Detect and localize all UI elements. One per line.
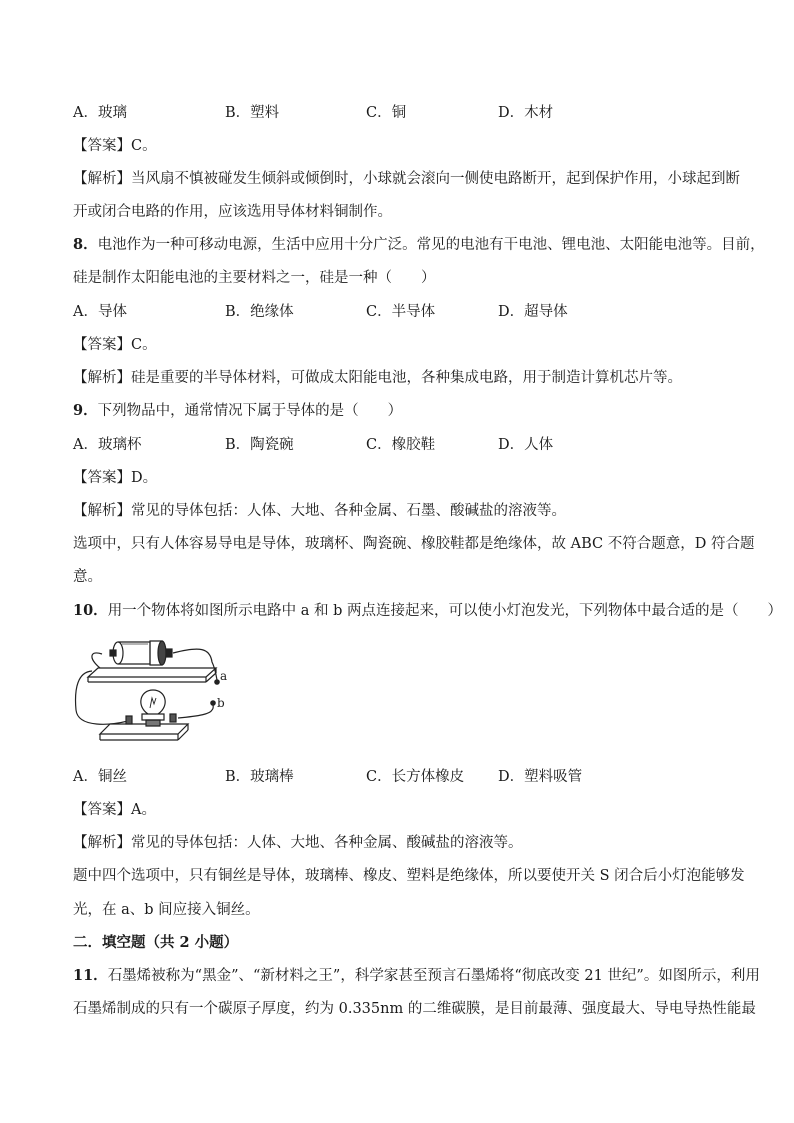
q9-stem-line-1 <box>73 401 402 421</box>
q7-option-b: B．塑料 <box>225 105 280 121</box>
circuit-figure <box>70 628 240 756</box>
q8-number: 8． <box>73 236 98 253</box>
q11-number: 11． <box>73 967 108 984</box>
label-b: b <box>217 696 225 710</box>
q8-option-d: D．超导体 <box>498 304 568 320</box>
q7-answer: 【答案】C。 <box>73 138 157 154</box>
battery-base <box>88 668 216 677</box>
q7-analysis-line-1: 【解析】当风扇不慎被碰发生倾斜或倾倒时，小球就会滚向一侧使电路断开，起到保护作用，小球起到断 <box>73 171 740 187</box>
q7-option-a: A．玻璃 <box>73 105 127 121</box>
q10-option-a: A．铜丝 <box>73 769 127 785</box>
q7-option-d: D．木材 <box>498 105 554 121</box>
q9-analysis-line-2: 选项中，只有人体容易导电是导体，玻璃杯、陶瓷碗、橡胶鞋都是绝缘体，故 ABC 不符合题意，D 符合题 <box>73 536 755 552</box>
q11-stem-line-2: 石墨烯制成的只有一个碳原子厚度，约为 0.335nm 的二维碳膜，是目前最薄、强度最大、导电导热性能最 <box>73 1001 756 1017</box>
q8-answer: 【答案】C。 <box>73 337 157 353</box>
q8-option-c: C．半导体 <box>366 304 436 320</box>
q9-number: 9． <box>73 402 98 419</box>
q11-stem-text-1: 石墨烯被称为“黑金”、“新材料之王”，科学家甚至预言石墨烯将“彻底改变 21 世纪”。如图所示，利用 <box>107 968 760 984</box>
q9-stem-text-1: 下列物品中，通常情况下属于导体的是（ ） <box>97 403 403 419</box>
q10-option-c: C．长方体橡皮 <box>366 769 465 785</box>
q8-stem-line-2: 硅是制作太阳能电池的主要材料之一，硅是一种（ ） <box>73 270 436 286</box>
q10-answer: 【答案】A。 <box>73 802 156 818</box>
q10-option-b: B．玻璃棒 <box>225 769 294 785</box>
label-a: a <box>220 669 228 683</box>
q9-option-d: D．人体 <box>498 437 554 453</box>
q8-analysis-line-1: 【解析】硅是重要的半导体材料，可做成太阳能电池，各种集成电路，用于制造计算机芯片等。 <box>73 370 682 386</box>
q10-number: 10． <box>73 602 108 619</box>
wire-to-b <box>178 704 213 718</box>
battery-icon <box>110 641 172 665</box>
q9-answer: 【答案】D。 <box>73 470 158 486</box>
q9-option-a: A．玻璃杯 <box>73 437 142 453</box>
q10-option-d: D．塑料吸管 <box>498 769 583 785</box>
q8-option-b: B．绝缘体 <box>225 304 294 320</box>
q10-analysis-line-2: 题中四个选项中，只有铜丝是导体，玻璃棒、橡皮、塑料是绝缘体，所以要使开关 S 闭合后小灯泡能够发 <box>73 868 745 884</box>
terminal-b <box>211 701 215 705</box>
q10-stem-text-1: 用一个物体将如图所示电路中 a 和 b 两点连接起来，可以使小灯泡发光，下列物体中最合适的是（ ） <box>107 603 783 619</box>
q8-option-a: A．导体 <box>73 304 127 320</box>
q9-analysis-line-1: 【解析】常见的导体包括：人体、大地、各种金属、石墨、酸碱盐的溶液等。 <box>73 503 566 519</box>
light-bulb-icon <box>141 690 165 726</box>
q10-analysis-line-1: 【解析】常见的导体包括：人体、大地、各种金属、酸碱盐的溶液等。 <box>73 835 523 851</box>
q7-option-c: C．铜 <box>366 105 407 121</box>
q9-option-b: B．陶瓷碗 <box>225 437 294 453</box>
wire-top <box>92 653 102 668</box>
terminal-a <box>215 680 219 684</box>
q9-option-c: C．橡胶鞋 <box>366 437 436 453</box>
wire-left <box>76 671 132 724</box>
q8-stem-line-1 <box>73 235 765 255</box>
q7-analysis-line-2: 开或闭合电路的作用，应该选用导体材料铜制作。 <box>73 204 392 220</box>
q8-stem-text-1: 电池作为一种可移动电源，生活中应用十分广泛。常见的电池有干电池、锂电池、太阳能电池等。目前， <box>97 237 765 253</box>
q9-analysis-line-3: 意。 <box>73 569 102 585</box>
wire-to-a <box>173 649 217 680</box>
section-2-title: 二．填空题（共 2 小题） <box>73 934 239 951</box>
q10-stem-line-1 <box>73 601 782 621</box>
lamp-board <box>100 724 188 734</box>
q10-analysis-line-3: 光，在 a、b 间应接入铜丝。 <box>73 902 260 918</box>
q11-stem-line-1 <box>73 966 760 986</box>
